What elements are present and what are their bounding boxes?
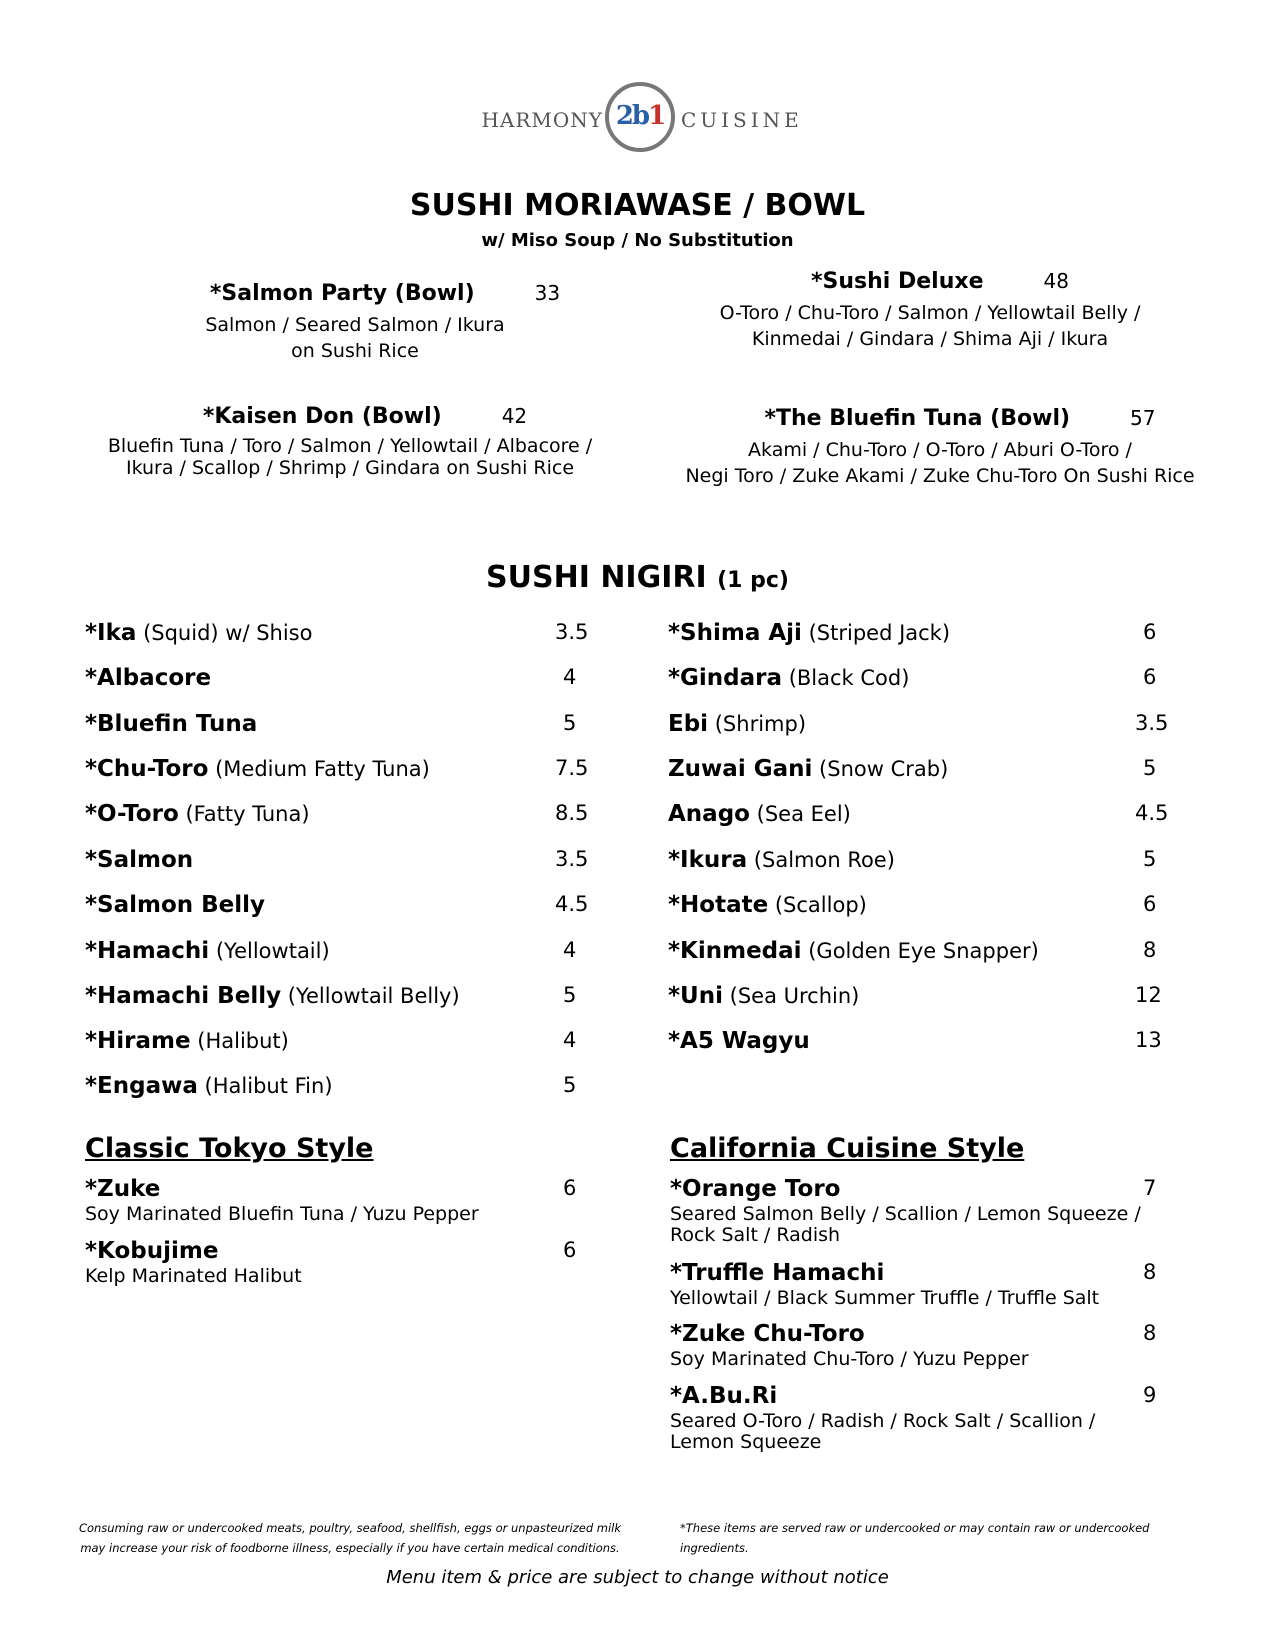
item-price: 13 xyxy=(1135,1028,1162,1052)
logo-mark xyxy=(609,101,671,131)
item-name: *Bluefin Tuna xyxy=(85,711,258,737)
item-note: (Shrimp) xyxy=(708,712,807,736)
item-name: Zuwai Gani xyxy=(668,756,813,782)
item-desc: Soy Marinated Bluefin Tuna / Yuzu Pepper xyxy=(85,1203,479,1225)
item-desc: Yellowtail / Black Summer Truffle / Truffle Salt xyxy=(670,1287,1100,1309)
item-desc-line: Seared Salmon Belly / Scallion / Lemon Squeeze / xyxy=(670,1203,1141,1225)
item-price: 8 xyxy=(1143,1321,1157,1345)
item-price: 12 xyxy=(1135,983,1162,1007)
item-note: (Sea Urchin) xyxy=(722,984,860,1008)
health-warning-line: Consuming raw or undercooked meats, poultry, seafood, shellfish, eggs or unpasteurized milk xyxy=(78,1521,622,1535)
bowl-desc xyxy=(630,300,1230,352)
item-desc: Soy Marinated Chu-Toro / Yuzu Pepper xyxy=(670,1348,1029,1370)
item-name: Anago xyxy=(668,801,750,827)
raw-items-note-line: *These items are served raw or undercooked or may contain raw or undercooked xyxy=(680,1521,1150,1535)
restaurant-logo xyxy=(0,80,1275,160)
nigiri-item-gindara xyxy=(668,665,1188,695)
price-change-notice: Menu item & price are subject to change without notice xyxy=(386,1567,889,1588)
nigiri-item-anago xyxy=(668,801,1188,831)
item-name: *Zuke xyxy=(85,1176,161,1202)
moriawase-subtitle: w/ Miso Soup / No Substitution xyxy=(481,230,794,251)
item-name: *Ika xyxy=(85,620,137,646)
health-warning xyxy=(70,1518,630,1558)
logo-mark-main: 2b xyxy=(615,101,649,131)
item-name: *Engawa xyxy=(85,1073,198,1099)
nigiri-item-salmon-belly xyxy=(85,892,605,922)
bowl-salmon-party xyxy=(100,281,650,364)
nigiri-item-hirame xyxy=(85,1028,605,1058)
bowl-name: *Kaisen Don (Bowl) xyxy=(202,404,442,429)
bowl-name: *Sushi Deluxe xyxy=(811,269,984,294)
bowl-name: *Salmon Party (Bowl) xyxy=(209,281,475,306)
item-name: *A5 Wagyu xyxy=(668,1028,810,1054)
item-price: 6 xyxy=(1143,620,1157,644)
tokyo-style-heading: Classic Tokyo Style xyxy=(85,1133,374,1164)
bowl-kaisen-don xyxy=(60,404,670,479)
item-price: 8.5 xyxy=(555,801,589,825)
raw-items-note xyxy=(680,1518,1220,1558)
nigiri-item-zuwai-gani xyxy=(668,756,1188,786)
nigiri-item-kinmedai xyxy=(668,938,1188,968)
item-price: 5 xyxy=(1143,847,1157,871)
item-price: 6 xyxy=(563,1238,577,1262)
item-name: *Hirame xyxy=(85,1028,191,1054)
bowl-desc-line: Ikura / Scallop / Shrimp / Gindara on Sushi Rice xyxy=(125,457,575,479)
nigiri-item-shima-aji xyxy=(668,620,1188,650)
item-note: (Striped Jack) xyxy=(801,621,951,645)
item-price: 4 xyxy=(563,938,577,962)
item-name: *Hamachi xyxy=(85,938,210,964)
logo-mark-accent: 1 xyxy=(648,101,665,131)
nigiri-item-hotate xyxy=(668,892,1188,922)
nigiri-title xyxy=(0,560,1275,595)
item-price: 4 xyxy=(563,665,577,689)
item-price: 8 xyxy=(1143,1260,1157,1284)
bowl-price: 48 xyxy=(1043,269,1069,293)
item-price: 5 xyxy=(1143,756,1157,780)
health-warning-line: may increase your risk of foodborne illness, especially if you have certain medical conditions. xyxy=(80,1541,620,1555)
bowl-desc xyxy=(30,435,670,479)
bowl-price: 42 xyxy=(501,404,528,428)
item-name: *Salmon xyxy=(85,847,194,873)
item-desc-line: Rock Salt / Radish xyxy=(670,1224,841,1246)
logo-text-right: CUISINE xyxy=(681,108,803,132)
item-price: 3.5 xyxy=(1135,711,1169,735)
nigiri-item-uni xyxy=(668,983,1188,1013)
california-item-truffle-hamachi xyxy=(670,1260,1190,1309)
logo-text-left: HARMONY xyxy=(481,108,603,132)
item-desc xyxy=(670,1411,1190,1453)
nigiri-item-hamachi xyxy=(85,938,605,968)
item-note: (Medium Fatty Tuna) xyxy=(208,757,430,781)
nigiri-item-salmon xyxy=(85,847,605,877)
item-note: (Golden Eye Snapper) xyxy=(801,939,1039,963)
item-price: 4 xyxy=(563,1028,577,1052)
tokyo-item-kobujime xyxy=(85,1238,605,1287)
item-name: *Uni xyxy=(668,983,723,1009)
item-note: (Snow Crab) xyxy=(812,757,949,781)
bowl-desc-line: Kinmedai / Gindara / Shima Aji / Ikura xyxy=(751,328,1109,350)
item-note: (Scallop) xyxy=(768,893,867,917)
california-item-orange-toro xyxy=(670,1176,1190,1246)
item-note: (Halibut) xyxy=(190,1029,289,1053)
item-price: 4.5 xyxy=(555,892,589,916)
california-item-zuke-chu-toro xyxy=(670,1321,1190,1370)
item-note: (Salmon Roe) xyxy=(747,848,895,872)
nigiri-item-ebi xyxy=(668,711,1188,741)
item-desc: Kelp Marinated Halibut xyxy=(85,1265,302,1287)
bowl-sushi-deluxe xyxy=(650,269,1230,352)
item-price: 4.5 xyxy=(1135,801,1169,825)
moriawase-title: SUSHI MORIAWASE / BOWL xyxy=(409,188,866,223)
item-name: *A.Bu.Ri xyxy=(670,1383,778,1409)
item-name: *Kinmedai xyxy=(668,938,802,964)
nigiri-item-engawa xyxy=(85,1073,605,1103)
bowl-name: *The Bluefin Tuna (Bowl) xyxy=(764,406,1071,431)
bowl-desc-line: Salmon / Seared Salmon / Ikura xyxy=(205,314,505,336)
item-name: *Gindara xyxy=(668,665,783,691)
item-price: 9 xyxy=(1143,1383,1157,1407)
item-name: *O-Toro xyxy=(85,801,179,827)
item-price: 7 xyxy=(1143,1176,1157,1200)
california-style-heading: California Cuisine Style xyxy=(670,1133,1025,1164)
item-price: 3.5 xyxy=(555,847,589,871)
item-note: (Halibut Fin) xyxy=(197,1074,333,1098)
item-price: 3.5 xyxy=(555,620,589,644)
item-desc-line: Lemon Squeeze xyxy=(670,1431,822,1453)
item-note: (Sea Eel) xyxy=(749,802,851,826)
bowl-desc xyxy=(610,437,1270,489)
nigiri-item-a5-wagyu xyxy=(668,1028,1188,1058)
item-name: *Kobujime xyxy=(85,1238,219,1264)
nigiri-item-ika xyxy=(85,620,605,650)
item-desc-line: Seared O-Toro / Radish / Rock Salt / Scallion / xyxy=(670,1410,1096,1432)
item-name: *Hamachi Belly xyxy=(85,983,282,1009)
bowl-desc xyxy=(60,312,650,364)
nigiri-item-bluefin-tuna xyxy=(85,711,605,741)
item-price: 7.5 xyxy=(555,756,589,780)
bowl-price: 33 xyxy=(534,281,561,305)
nigiri-title-suffix: (1 pc) xyxy=(717,568,789,593)
item-price: 5 xyxy=(563,711,577,735)
nigiri-title-text: SUSHI NIGIRI xyxy=(486,560,707,595)
item-desc xyxy=(670,1204,1190,1246)
tokyo-item-zuke xyxy=(85,1176,605,1225)
item-name: *Albacore xyxy=(85,665,212,691)
item-price: 6 xyxy=(563,1176,577,1200)
bowl-desc-line: on Sushi Rice xyxy=(291,340,419,362)
nigiri-item-o-toro xyxy=(85,801,605,831)
nigiri-item-ikura xyxy=(668,847,1188,877)
item-name: *Zuke Chu-Toro xyxy=(670,1321,865,1347)
item-note: (Yellowtail) xyxy=(209,939,330,963)
item-note: (Black Cod) xyxy=(782,666,910,690)
bowl-desc-line: O-Toro / Chu-Toro / Salmon / Yellowtail Belly / xyxy=(719,302,1141,324)
nigiri-item-chu-toro xyxy=(85,756,605,786)
item-name: *Ikura xyxy=(668,847,748,873)
item-price: 6 xyxy=(1143,665,1157,689)
item-price: 5 xyxy=(563,983,577,1007)
item-name: *Truffle Hamachi xyxy=(670,1260,885,1286)
item-name: *Hotate xyxy=(668,892,769,918)
nigiri-item-albacore xyxy=(85,665,605,695)
item-note: (Squid) w/ Shiso xyxy=(136,621,313,645)
item-name: *Chu-Toro xyxy=(85,756,209,782)
item-price: 8 xyxy=(1143,938,1157,962)
item-price: 5 xyxy=(563,1073,577,1097)
raw-items-note-line: ingredients. xyxy=(680,1541,749,1555)
item-name: *Orange Toro xyxy=(670,1176,841,1202)
item-note: (Yellowtail Belly) xyxy=(281,984,460,1008)
bowl-desc-line: Negi Toro / Zuke Akami / Zuke Chu-Toro On Sushi Rice xyxy=(685,465,1195,487)
bowl-desc-line: Akami / Chu-Toro / O-Toro / Aburi O-Toro / xyxy=(748,439,1132,461)
item-price: 6 xyxy=(1143,892,1157,916)
item-name: Ebi xyxy=(668,711,709,737)
nigiri-item-hamachi-belly xyxy=(85,983,605,1013)
bowl-bluefin-tuna xyxy=(650,406,1270,489)
california-item-aburi xyxy=(670,1383,1190,1453)
bowl-desc-line: Bluefin Tuna / Toro / Salmon / Yellowtail / Albacore / xyxy=(107,435,593,457)
item-note: (Fatty Tuna) xyxy=(178,802,310,826)
item-name: *Shima Aji xyxy=(668,620,802,646)
bowl-price: 57 xyxy=(1130,406,1156,430)
item-name: *Salmon Belly xyxy=(85,892,266,918)
